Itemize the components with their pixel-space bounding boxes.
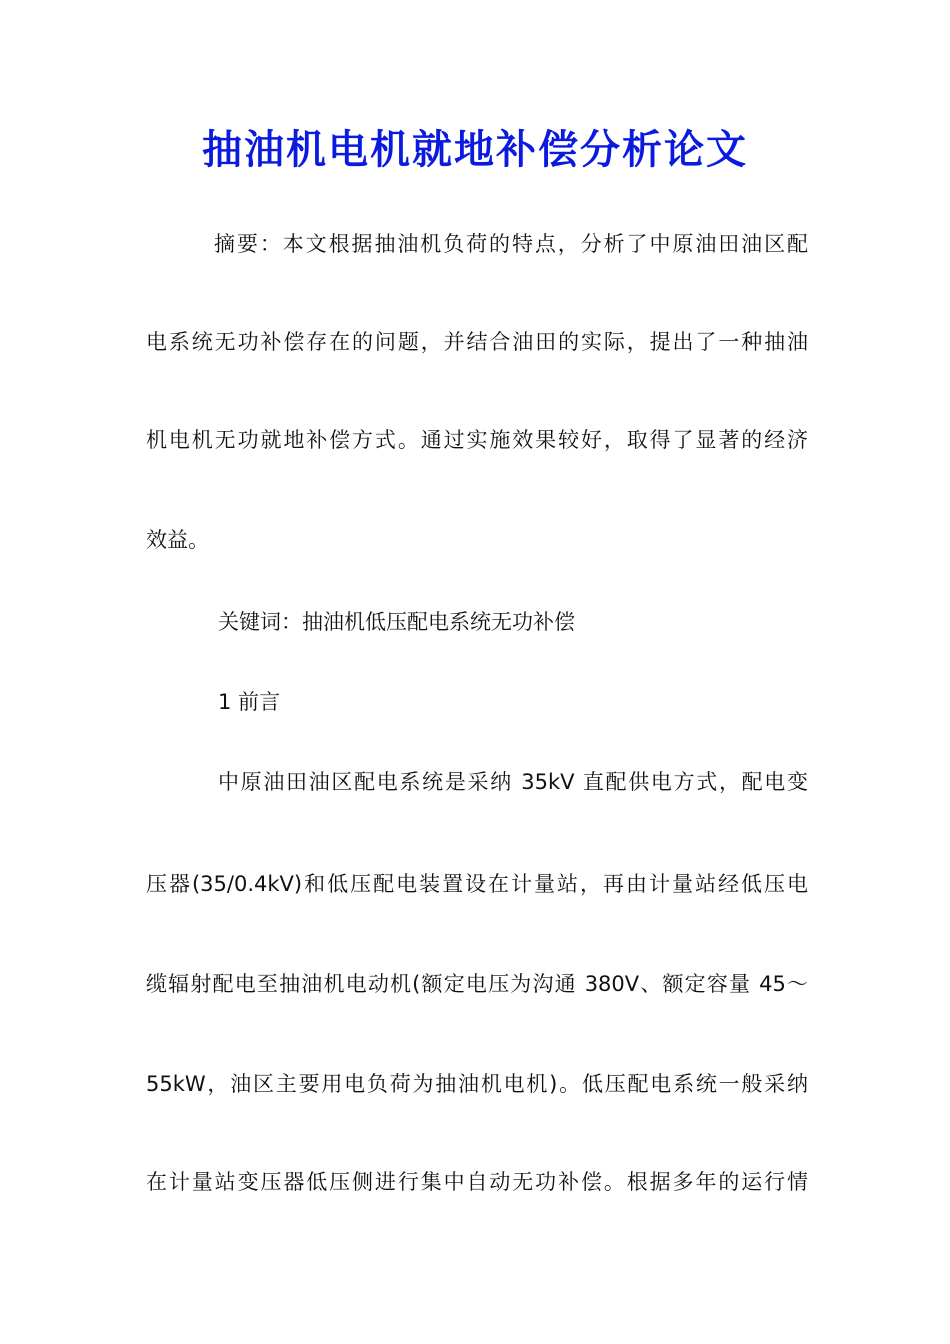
body-line-4: 55kW，油区主要用电负荷为抽油机电机)。低压配电系统一般采纳 [146, 1072, 808, 1096]
document-title: 抽油机电机就地补偿分析论文 [202, 126, 748, 173]
abstract-line-4: 效益。 [146, 528, 209, 552]
abstract-line-1: 摘要：本文根据抽油机负荷的特点，分析了中原油田油区配 [214, 232, 808, 256]
abstract-line-2: 电系统无功补偿存在的问题，并结合油田的实际，提出了一种抽油 [146, 330, 808, 354]
abstract-line-3: 机电机无功就地补偿方式。通过实施效果较好，取得了显著的经济 [146, 428, 808, 452]
section-heading: 1 前言 [218, 690, 281, 714]
body-line-3: 缆辐射配电至抽油机电动机(额定电压为沟通 380V、额定容量 45～ [146, 972, 808, 996]
body-line-2: 压器(35/0.4kV)和低压配电装置设在计量站，再由计量站经低压电 [146, 872, 808, 896]
keywords-line: 关键词：抽油机低压配电系统无功补偿 [218, 610, 575, 634]
body-line-1: 中原油田油区配电系统是采纳 35kV 直配供电方式，配电变 [218, 770, 808, 794]
body-line-5: 在计量站变压器低压侧进行集中自动无功补偿。根据多年的运行情 [146, 1170, 808, 1194]
